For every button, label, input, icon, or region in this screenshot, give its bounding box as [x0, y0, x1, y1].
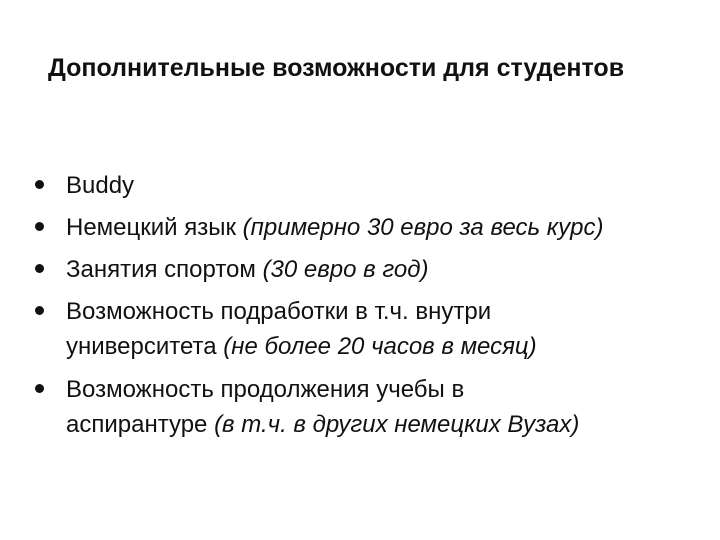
bullet-dot-icon: [35, 306, 44, 315]
bullet-main-text: Немецкий язык: [66, 214, 243, 241]
bullet-text: [66, 168, 696, 203]
bullet-dot-icon: [35, 384, 44, 393]
bullet-note: (30 евро в год): [262, 256, 429, 283]
bullet-text: [66, 294, 696, 364]
bullet-dot-icon: [35, 222, 44, 231]
bullet-text: [66, 252, 696, 287]
bullet-dot-icon: [35, 264, 44, 273]
bullet-note: (в т.ч. в других немецких Вузах): [214, 411, 580, 438]
bullet-main-text: университета: [66, 333, 224, 360]
bullet-line-1: Возможность продолжения учебы в: [66, 376, 465, 403]
bullet-text: [66, 210, 696, 245]
bullet-main-text: Занятия спортом: [66, 256, 263, 283]
bullet-line-1: Возможность подработки в т.ч. внутри: [66, 298, 492, 325]
bullet-text: [66, 372, 696, 442]
bullet-dot-icon: [35, 180, 44, 189]
bullet-note: (примерно 30 евро за весь курс): [242, 214, 604, 241]
bullet-line-2: [66, 407, 696, 442]
bullet-line-2: [66, 329, 696, 364]
bullet-main-text: аспирантуре: [66, 411, 215, 438]
bullet-note: (не более 20 часов в месяц): [223, 333, 537, 360]
bullet-main-text: Buddy: [66, 172, 135, 199]
slide-title: Дополнительные возможности для студентов: [48, 54, 625, 82]
